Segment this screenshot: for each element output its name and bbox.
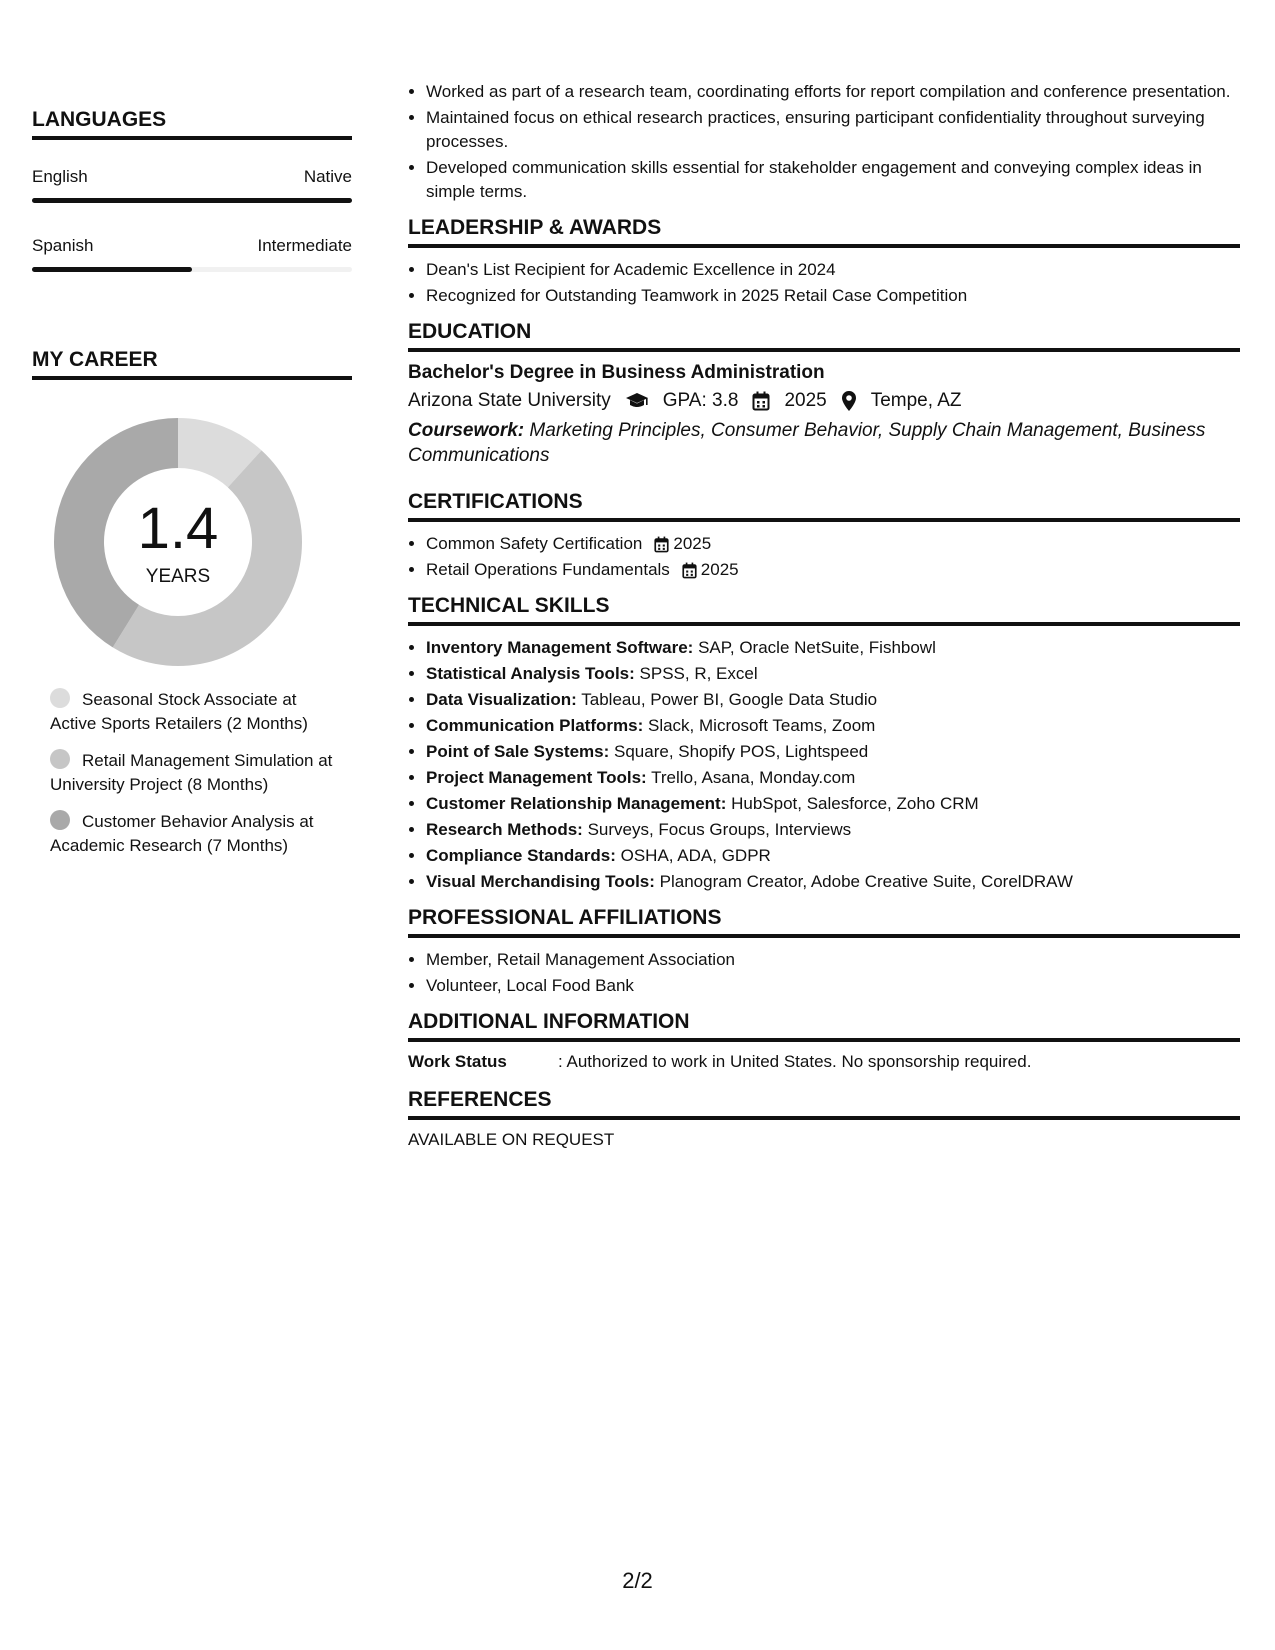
right-column bbox=[408, 0, 1240, 1150]
language-proficiency-bar bbox=[32, 267, 352, 272]
certification-year: 2025 bbox=[673, 534, 712, 553]
skill-value: Square, Shopify POS, Lightspeed bbox=[614, 742, 869, 761]
skill-value: Planogram Creator, Adobe Creative Suite, CorelDRAW bbox=[659, 872, 1073, 891]
skill-label: Research Methods: bbox=[426, 820, 583, 839]
language-proficiency-bar bbox=[32, 198, 352, 203]
legend-swatch-icon bbox=[50, 810, 70, 830]
career-total-unit: YEARS bbox=[145, 566, 211, 587]
certification-item bbox=[426, 532, 1240, 556]
legend-swatch-icon bbox=[50, 688, 70, 708]
language-proficiency-fill bbox=[32, 198, 352, 203]
education-gpa: GPA: 3.8 bbox=[662, 390, 739, 411]
leadership-list bbox=[408, 258, 1240, 308]
skills-list bbox=[408, 636, 1240, 894]
career-legend bbox=[50, 688, 340, 871]
skill-value: OSHA, ADA, GDPR bbox=[620, 846, 771, 865]
language-name: English bbox=[32, 167, 88, 186]
skill-label: Point of Sale Systems: bbox=[426, 742, 610, 761]
legend-label: Seasonal Stock Associate at Active Sports Retailers (2 Months) bbox=[50, 690, 308, 733]
legend-label: Retail Management Simulation at University Project (8 Months) bbox=[50, 751, 333, 794]
legend-label: Customer Behavior Analysis at Academic Research (7 Months) bbox=[50, 812, 314, 855]
skill-value: Surveys, Focus Groups, Interviews bbox=[587, 820, 852, 839]
education-meta bbox=[408, 390, 1240, 412]
skill-item bbox=[426, 636, 1240, 660]
languages-heading: LANGUAGES bbox=[32, 108, 352, 140]
skill-item bbox=[426, 662, 1240, 686]
skill-label: Compliance Standards: bbox=[426, 846, 616, 865]
skill-item bbox=[426, 844, 1240, 868]
certifications-heading: CERTIFICATIONS bbox=[408, 490, 1240, 522]
skill-value: SPSS, R, Excel bbox=[639, 664, 758, 683]
skill-item bbox=[426, 870, 1240, 894]
skill-label: Inventory Management Software: bbox=[426, 638, 694, 657]
language-level: Native bbox=[303, 167, 352, 186]
legend-item bbox=[50, 749, 340, 797]
language-proficiency-fill bbox=[32, 267, 192, 272]
skill-value: SAP, Oracle NetSuite, Fishbowl bbox=[698, 638, 936, 657]
experience-bullets bbox=[408, 80, 1240, 204]
skill-value: Trello, Asana, Monday.com bbox=[651, 768, 856, 787]
references-value: AVAILABLE ON REQUEST bbox=[408, 1130, 615, 1149]
certification-item bbox=[426, 558, 1240, 582]
work-status-value: : Authorized to work in United States. No sponsorship required. bbox=[558, 1052, 1032, 1071]
education-school: Arizona State University bbox=[408, 390, 611, 411]
experience-bullet: • Developed communication skills essential for stakeholder engagement and conveying complex ideas in simple terms. bbox=[426, 156, 1240, 204]
coursework-label: Coursework: bbox=[408, 420, 525, 441]
skill-value: HubSpot, Salesforce, Zoho CRM bbox=[731, 794, 979, 813]
certification-name: • Common Safety Certification bbox=[426, 534, 643, 553]
affiliation-item: • Member, Retail Management Association bbox=[426, 948, 1240, 972]
experience-bullet: • Worked as part of a research team, coordinating efforts for report compilation and conference presentation. bbox=[426, 80, 1240, 104]
skill-label: Communication Platforms: bbox=[426, 716, 644, 735]
skill-item bbox=[426, 792, 1240, 816]
graduation-cap-icon bbox=[625, 392, 649, 410]
skill-item bbox=[426, 714, 1240, 738]
legend-item bbox=[50, 810, 340, 858]
skill-item bbox=[426, 818, 1240, 842]
education-year: 2025 bbox=[784, 390, 827, 411]
career-heading: MY CAREER bbox=[32, 348, 352, 380]
legend-item bbox=[50, 688, 340, 736]
skill-item bbox=[426, 766, 1240, 790]
skill-label: Data Visualization: bbox=[426, 690, 577, 709]
additional-row bbox=[408, 1052, 1240, 1072]
career-total-value: 1.4 bbox=[137, 496, 219, 561]
skill-label: Customer Relationship Management: bbox=[426, 794, 727, 813]
leadership-item: • Recognized for Outstanding Teamwork in 2025 Retail Case Competition bbox=[426, 284, 1240, 308]
references-heading: REFERENCES bbox=[408, 1088, 1240, 1120]
language-row bbox=[32, 236, 352, 256]
education-degree: Bachelor's Degree in Business Administration bbox=[408, 362, 825, 383]
language-row bbox=[32, 167, 352, 187]
calendar-icon bbox=[752, 391, 770, 411]
education-coursework bbox=[408, 418, 1240, 468]
skill-value: Slack, Microsoft Teams, Zoom bbox=[647, 716, 876, 735]
leadership-item: • Dean's List Recipient for Academic Excellence in 2024 bbox=[426, 258, 1240, 282]
skill-value: Tableau, Power BI, Google Data Studio bbox=[581, 690, 878, 709]
donut-center bbox=[54, 418, 302, 666]
education-heading: EDUCATION bbox=[408, 320, 1240, 352]
certifications-list bbox=[408, 532, 1240, 582]
affiliation-item: • Volunteer, Local Food Bank bbox=[426, 974, 1240, 998]
experience-bullet: • Maintained focus on ethical research practices, ensuring participant confidentiality throughout surveying processes. bbox=[426, 106, 1240, 154]
legend-swatch-icon bbox=[50, 749, 70, 769]
leadership-heading: LEADERSHIP & AWARDS bbox=[408, 216, 1240, 248]
language-level: Intermediate bbox=[257, 236, 352, 255]
page-number: 2/2 bbox=[622, 1568, 653, 1593]
skill-label: Project Management Tools: bbox=[426, 768, 647, 787]
affiliations-list bbox=[408, 948, 1240, 998]
certification-name: • Retail Operations Fundamentals bbox=[426, 560, 670, 579]
skill-item bbox=[426, 688, 1240, 712]
career-donut-chart bbox=[54, 418, 302, 666]
additional-heading: ADDITIONAL INFORMATION bbox=[408, 1010, 1240, 1042]
calendar-icon bbox=[682, 562, 697, 579]
location-pin-icon bbox=[841, 390, 857, 412]
calendar-icon bbox=[654, 536, 669, 553]
skills-heading: TECHNICAL SKILLS bbox=[408, 594, 1240, 626]
skill-label: Visual Merchandising Tools: bbox=[426, 872, 655, 891]
certification-year: 2025 bbox=[700, 560, 739, 579]
skill-item bbox=[426, 740, 1240, 764]
coursework-list: Marketing Principles, Consumer Behavior, Supply Chain Management, Business Communications bbox=[408, 420, 1206, 466]
skill-label: Statistical Analysis Tools: bbox=[426, 664, 635, 683]
affiliations-heading: PROFESSIONAL AFFILIATIONS bbox=[408, 906, 1240, 938]
education-location: Tempe, AZ bbox=[870, 390, 962, 411]
language-name: Spanish bbox=[32, 236, 94, 255]
work-status-label: Work Status bbox=[408, 1052, 507, 1071]
